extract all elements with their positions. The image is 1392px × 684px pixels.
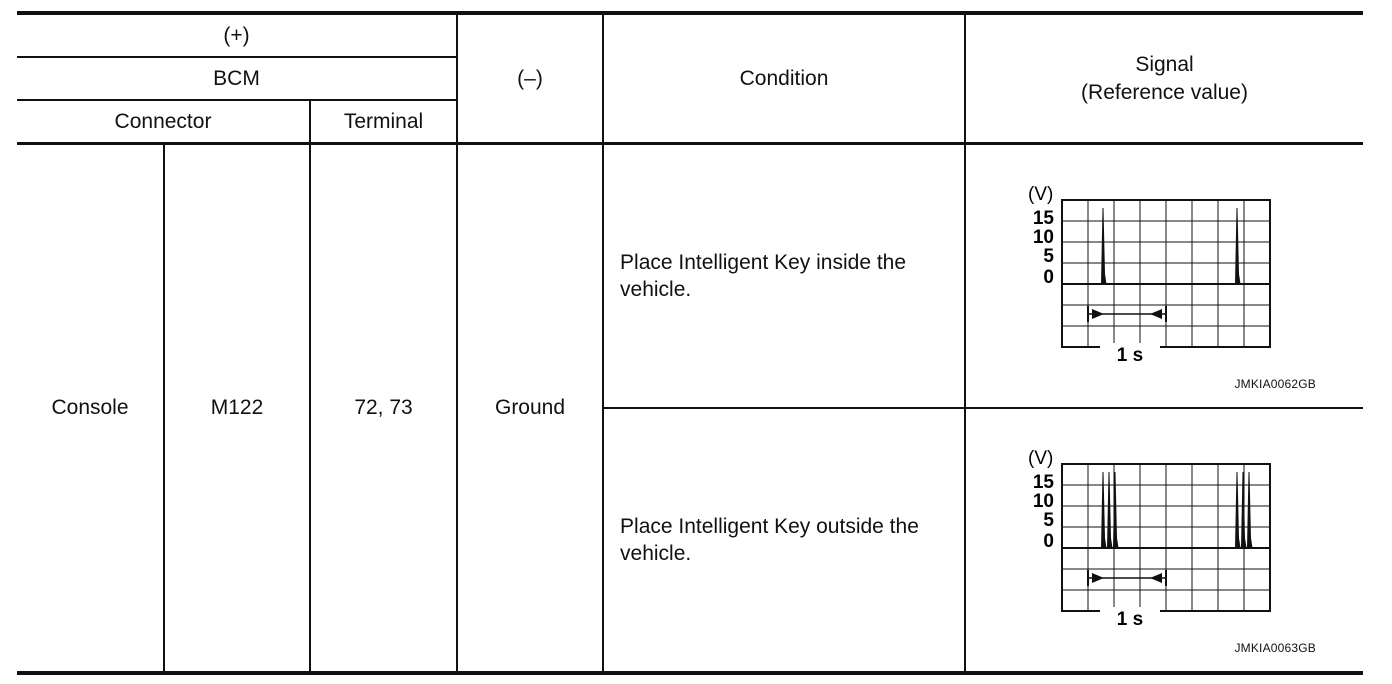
waveform-inside-pulses	[1102, 208, 1241, 284]
signal-outside-chart	[966, 409, 1364, 671]
waveform-inside-tick-0: 0	[1043, 267, 1055, 288]
signal-pulse	[1102, 472, 1107, 548]
cell-ground: Ground	[457, 144, 603, 674]
header-signal-line2: (Reference value)	[1081, 80, 1248, 104]
signal-inside-cell	[965, 144, 1363, 409]
terminal-spec-table	[17, 11, 1363, 675]
signal-pulse	[1236, 472, 1241, 548]
waveform-inside-svg	[966, 145, 1364, 407]
header-terminal: Terminal	[310, 100, 457, 144]
waveform-outside-tick-5: 5	[1043, 510, 1055, 531]
waveform-inside-tick-15: 15	[1032, 208, 1055, 229]
figure-code-inside: JMKIA0062GB	[1234, 377, 1317, 392]
condition-inside-text: Place Intelligent Key inside the vehicle.	[603, 144, 965, 409]
time-marker-arrow-left	[1150, 573, 1162, 583]
time-marker-arrow-left	[1150, 309, 1162, 319]
time-marker-arrow-right	[1092, 573, 1104, 583]
header-condition: Condition	[603, 13, 965, 144]
waveform-outside-tick-0: 0	[1043, 531, 1055, 552]
header-minus: (–)	[457, 13, 603, 144]
signal-pulse	[1236, 208, 1241, 284]
signal-pulse	[1102, 208, 1107, 284]
waveform-outside-unit: (V)	[1028, 448, 1054, 469]
waveform-inside-time-marker	[1088, 306, 1166, 322]
figure-code-outside: JMKIA0063GB	[1234, 641, 1317, 656]
signal-pulse	[1242, 472, 1247, 548]
header-unit: BCM	[17, 57, 457, 100]
header-signal-line1: Signal	[1135, 53, 1194, 77]
waveform-outside-tick-10: 10	[1032, 491, 1055, 512]
waveform-outside-svg	[966, 409, 1364, 671]
waveform-inside-tick-10: 10	[1032, 227, 1055, 248]
terminal-spec-table-wrap	[17, 11, 1363, 670]
signal-pulse	[1248, 472, 1253, 548]
condition-outside-text: Place Intelligent Key outside the vehicle.	[603, 408, 965, 673]
header-connector: Connector	[17, 100, 310, 144]
waveform-outside-tick-15: 15	[1032, 472, 1055, 493]
signal-outside-cell	[965, 408, 1363, 673]
signal-pulse	[1108, 472, 1113, 548]
waveform-inside-unit: (V)	[1028, 184, 1054, 205]
header-plus: (+)	[17, 13, 457, 57]
waveform-inside-tick-5: 5	[1043, 246, 1055, 267]
cell-terminal-no: 72, 73	[310, 144, 457, 674]
signal-inside-chart	[966, 145, 1364, 407]
waveform-inside-time-label: 1 s	[1116, 345, 1144, 366]
cell-connector-no: M122	[164, 144, 310, 674]
waveform-outside-time-marker	[1088, 570, 1166, 586]
header-signal	[965, 13, 1363, 144]
waveform-outside-pulses	[1102, 472, 1253, 548]
waveform-outside-time-label: 1 s	[1116, 609, 1144, 630]
cell-location: Console	[17, 144, 164, 674]
time-marker-arrow-right	[1092, 309, 1104, 319]
